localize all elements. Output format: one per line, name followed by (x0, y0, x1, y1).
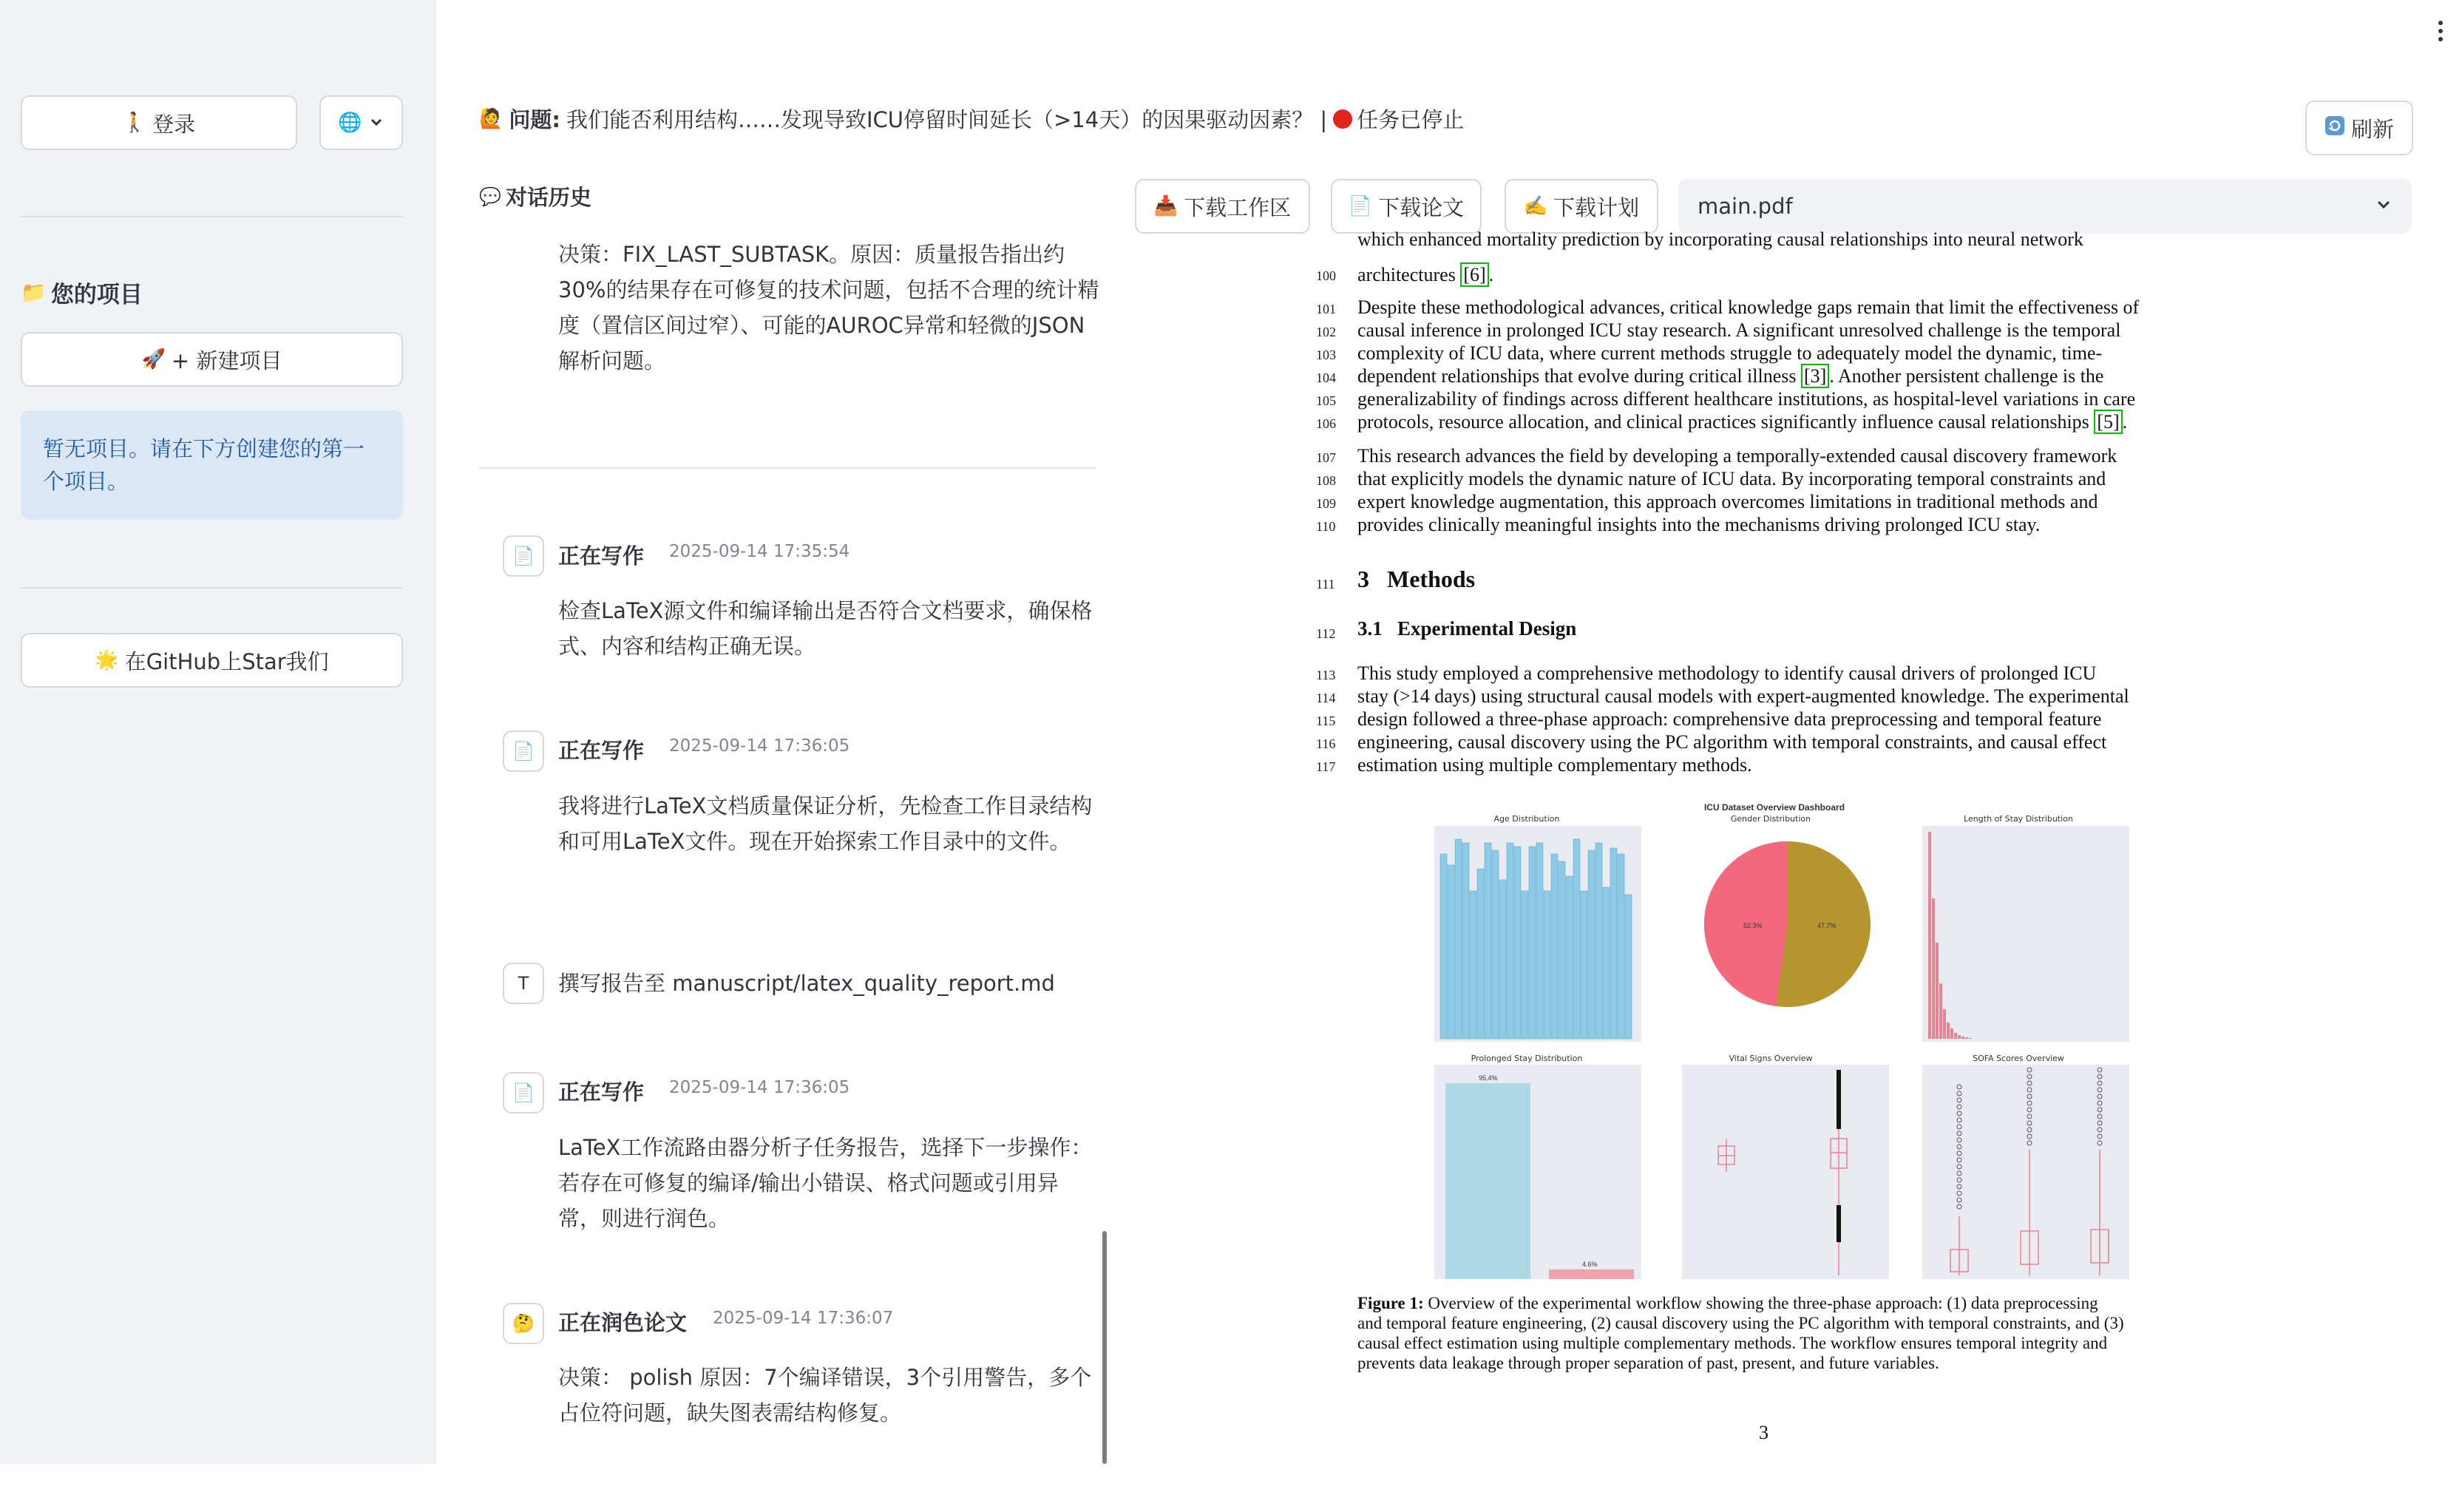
chat-history-title: 对话历史 (505, 185, 591, 210)
pdf-line: This research advances the field by developing a temporally-extended causal discovery framework (1357, 445, 2117, 467)
document-icon: 📄 (503, 535, 544, 577)
pie-label: 47.7% (1817, 922, 1837, 929)
folder-icon: 📁 (21, 280, 47, 305)
chevron-down-icon (368, 110, 384, 135)
message-body: 检查LaTeX源文件和编译输出是否符合文档要求，确保格式、内容和结构正确无误。 (558, 598, 1093, 659)
pdf-text: protocols, resource allocation, and clinical practices significantly influence causal relationships (1357, 411, 2089, 433)
caption-text: Overview of the experimental workflow showing the three-phase approach: (1) data preprocessing (1428, 1294, 2098, 1312)
age-bar (1485, 843, 1491, 1039)
age-bar (1625, 895, 1632, 1039)
age-bar (1492, 850, 1499, 1039)
chevron-down-icon (2375, 196, 2393, 217)
refresh-label: 刷新 (2350, 116, 2394, 142)
login-button[interactable] (21, 95, 297, 150)
los-bar (1939, 983, 1942, 1039)
figure-caption-line: causal effect estimation using multiple complementary methods. The workflow ensures temporal integrity and (1357, 1334, 2108, 1352)
pdf-viewer[interactable]: which enhanced mortality prediction by incorporating causal relationships into neural network 100 architectures [6] . 101 Despite these methodological advances, critical knowledge gaps remain that limit the effectiveness of 102 causal inference in prolonged ICU stay research. A significant unresolved challenge is the temporal 103 complexity of ICU data, where current methods struggle to adequately model the dynamic, time- 104 dependent relationships that evolve during critical illness [3] . Another persistent challenge is the 105 generalizability of findings across different healthcare institutions, as hospital-level variations in care 106 protocols, resource allocation, and clinical practices significantly influence causal relationships [5] . 107 This research advances the field by developing a temporally-extended causal discovery framework 108 that explicitly models the dynamic nature of ICU data. By incorporating temporal constraints and 109 expert knowledge augmentation, this approach overcomes limitations in traditional methods and 110 provides clinically meaningful insights into the mechanisms driving prolonged ICU stay. 111 3 Methods 112 3.1 Experimental Design 113 This study employed a comprehensive methodology to identify causal drivers of prolonged ICU 114 stay (>14 days) using structural causal models with expert-augmented knowledge. The experimental 115 design followed a three-phase approach: comprehensive data preprocessing and temporal feature 116 engineering, causal discovery using the PC algorithm with temporal constraints, and causal effect 117 estimation using multiple complementary methods. ICU Dataset Overview Dashboard Age Distribution Gender Distribution Length of Stay Distribution Prolonged Stay Distribution Vital Signs Overview SOFA Scores Overview 52.3% 47.7% 95.4% 4.6% Figure 1: Overview of the experimental workflow showing the three-phase approach: (1) data preprocessing and temporal feature engineering, (2) causal discovery using the PC algorithm with temporal constraints, and (3) causal effect estimation using multiple complementary methods. The workflow ensures temporal integrity and prevents data leakage through proper separation of past, present, and future variables. 3 (1309, 240, 2196, 1464)
pdf-line: Despite these methodological advances, critical knowledge gaps remain that limit the effectiveness of (1357, 296, 2140, 318)
message-body: 决策： polish 原因：7个编译错误，3个引用警告，多个占位符问题，缺失图表需结构修复。 (558, 1365, 1092, 1425)
more-menu-icon[interactable] (2438, 21, 2443, 45)
age-bar (1514, 847, 1521, 1039)
los-bar (1965, 1037, 1968, 1039)
document-icon: 📄 (503, 1072, 544, 1113)
los-bar (1950, 1028, 1953, 1039)
download-plan-label: 下载计划 (1553, 194, 1640, 220)
age-bar (1573, 839, 1580, 1039)
chat-history-heading (479, 181, 591, 211)
message-timestamp: 2025-09-14 17:35:54 (669, 542, 850, 561)
age-bar (1455, 839, 1462, 1039)
los-bar (1969, 1038, 1972, 1039)
dashboard-figure (1405, 802, 2144, 1512)
sidebar-divider (21, 587, 403, 589)
pdf-line-number: 111 (1316, 577, 1335, 591)
download-workspace-label: 下载工作区 (1184, 194, 1292, 220)
page-number: 3 (1759, 1422, 1768, 1443)
github-star-button[interactable] (21, 633, 403, 688)
los-bar (1943, 1009, 1946, 1039)
age-bar (1551, 854, 1558, 1039)
question-text: 我们能否利用结构……发现导致ICU停留时间延长（>14天）的因果驱动因素？ | (566, 107, 1328, 132)
age-bar (1448, 865, 1454, 1039)
raised-hand-icon: 🙋 (479, 107, 503, 130)
section-title: Methods (1387, 566, 1476, 592)
pdf-line-number: 112 (1316, 626, 1336, 641)
pdf-line (1357, 365, 2103, 387)
bar-prolonged-stay (1549, 1269, 1634, 1279)
file-select[interactable] (1678, 179, 2412, 234)
figure-caption-line: prevents data leakage through proper separation of past, present, and future variables. (1357, 1354, 1939, 1372)
age-bar (1588, 850, 1595, 1039)
bar-label: 4.6% (1582, 1261, 1598, 1268)
panel-title: Prolonged Stay Distribution (1471, 1054, 1583, 1063)
los-bar (1961, 1037, 1964, 1039)
message-author: 正在写作 (558, 738, 645, 763)
section-number: 3 (1357, 566, 1369, 592)
tool-avatar: T (503, 963, 544, 1004)
message-body: LaTeX工作流路由器分析子任务报告，选择下一步操作：若存在可修复的编译/输出小错误、格式问题或引用异常，则进行润色。 (558, 1135, 1093, 1231)
outlier-cluster (1837, 1205, 1841, 1242)
age-bar (1499, 880, 1506, 1039)
age-bar (1440, 854, 1447, 1039)
login-label: 登录 (152, 111, 196, 137)
stop-status-icon (1333, 109, 1352, 129)
age-bar (1477, 869, 1484, 1039)
age-bar (1618, 854, 1624, 1039)
question-prefix: 问题: (509, 107, 560, 132)
citation-link[interactable]: [5] (2094, 410, 2122, 434)
age-bar (1462, 843, 1469, 1039)
panel-title: Vital Signs Overview (1729, 1054, 1813, 1063)
figure-caption-line: and temporal feature engineering, (2) causal discovery using the PC algorithm with temporal constraints, and (3) (1357, 1314, 2124, 1332)
message-timestamp: 2025-09-14 17:36:05 (669, 1078, 850, 1097)
pdf-text: architectures (1357, 264, 1456, 285)
figure-caption-line (1357, 1294, 2098, 1313)
pdf-line: stay (>14 days) using structural causal models with expert-augmented knowledge. The experimental (1357, 685, 2129, 707)
chat-scrollbar[interactable] (1102, 1231, 1107, 1464)
panel-bg (1922, 826, 2129, 1042)
age-bar (1544, 891, 1550, 1039)
age-bar (1595, 843, 1602, 1039)
pdf-line: that explicitly models the dynamic nature of ICU data. By incorporating temporal constraints and (1357, 468, 2106, 489)
panel-title: Length of Stay Distribution (1964, 814, 2073, 824)
citation-link[interactable]: [6] (1460, 262, 1488, 287)
new-project-label: + 新建项目 (171, 348, 282, 373)
pdf-line: This study employed a comprehensive methodology to identify causal drivers of prolonged ICU (1357, 662, 2097, 684)
new-project-button[interactable] (21, 332, 403, 387)
pdf-text: dependent relationships that evolve during critical illness (1357, 365, 1797, 387)
los-bar (1958, 1035, 1961, 1039)
pdf-line: provides clinically meaningful insights into the mechanisms driving prolonged ICU stay. (1357, 514, 2041, 535)
file-select-value: main.pdf (1698, 194, 1793, 219)
los-bar (1947, 1023, 1950, 1039)
panel-title: SOFA Scores Overview (1973, 1054, 2064, 1063)
panel-bg (1922, 1065, 2129, 1279)
bar-normal-stay (1445, 1083, 1530, 1279)
panel-title: Gender Distribution (1730, 814, 1811, 824)
person-walking-icon: 🚶 (122, 112, 147, 134)
projects-heading (21, 276, 143, 309)
download-workspace-button[interactable] (1135, 179, 1310, 234)
age-bar (1603, 887, 1610, 1039)
outlier-cluster (1837, 1070, 1841, 1129)
pdf-line: complexity of ICU data, where current methods struggle to adequately model the dynamic, time- (1357, 342, 2103, 364)
globe-icon: 🌐 (338, 112, 362, 134)
pdf-line: which enhanced mortality prediction by incorporating causal relationships into neural network (1357, 228, 2083, 250)
los-bar (1936, 943, 1939, 1039)
age-bar (1559, 861, 1565, 1039)
citation-link[interactable]: [3] (1801, 364, 1829, 388)
subsection-number: 3.1 (1357, 617, 1383, 640)
projects-title: 您的项目 (50, 282, 143, 308)
panel-title: Age Distribution (1493, 814, 1560, 824)
speech-bubble-icon: 💬 (479, 186, 501, 207)
chat-divider (479, 467, 1096, 469)
star-icon: 🌟 (95, 649, 119, 671)
pdf-line: estimation using multiple complementary methods. (1357, 754, 1752, 776)
tool-message-body: 撰写报告至 manuscript/latex_quality_report.md (558, 971, 1055, 996)
pdf-text: . Another persistent challenge is the (1829, 365, 2104, 387)
message-author: 正在写作 (558, 1079, 645, 1105)
pdf-line: protocols, resource allocation, and clinical practices significantly influence causal relationships [5] . (1357, 411, 2128, 433)
los-bar (1928, 832, 1931, 1039)
task-status-text: 任务已停止 (1357, 107, 1465, 132)
pdf-line: architectures [6] . (1357, 264, 1494, 285)
message-author: 正在写作 (558, 543, 645, 569)
download-paper-label: 下载论文 (1378, 194, 1465, 220)
refresh-icon (2324, 115, 2345, 141)
writing-hand-icon: ✍️ (1523, 195, 1548, 217)
message-timestamp: 2025-09-14 17:36:05 (669, 736, 850, 756)
age-bar (1522, 891, 1528, 1039)
pdf-line: generalizability of findings across different healthcare institutions, as hospital-level variations in care (1357, 388, 2136, 410)
download-plan-button[interactable] (1505, 179, 1658, 234)
los-bar (1932, 898, 1935, 1039)
section-heading (1357, 566, 1475, 593)
age-bar (1566, 876, 1573, 1039)
message-author: 正在润色论文 (558, 1310, 688, 1335)
download-paper-button[interactable] (1331, 179, 1482, 234)
message-body: 我将进行LaTeX文档质量保证分析，先检查工作目录结构和可用LaTeX文件。现在开始探索工作目录中的文件。 (558, 793, 1093, 854)
age-bar (1507, 843, 1513, 1039)
message-timestamp: 2025-09-14 17:36:07 (713, 1309, 894, 1328)
refresh-button[interactable] (2305, 101, 2413, 155)
age-bar (1610, 848, 1617, 1039)
subsection-title: Experimental Design (1397, 617, 1577, 640)
dashboard-svg (1405, 802, 2144, 1512)
pdf-line: design followed a three-phase approach: comprehensive data preprocessing and temporal feature (1357, 708, 2102, 730)
pie-label: 52.3% (1743, 922, 1763, 929)
age-bar (1470, 891, 1476, 1039)
sidebar-divider (21, 216, 403, 217)
los-bar (1954, 1033, 1957, 1039)
question-header (479, 104, 1464, 134)
bar-label: 95.4% (1479, 1074, 1498, 1082)
age-bar (1529, 847, 1536, 1039)
rocket-icon: 🚀 (141, 348, 166, 370)
pdf-line: causal inference in prolonged ICU stay research. A significant unresolved challenge is the temporal (1357, 319, 2121, 341)
document-icon: 📄 (1348, 195, 1373, 217)
age-bar (1581, 891, 1587, 1039)
inbox-tray-icon: 📥 (1153, 195, 1179, 217)
panel-bg (1682, 1065, 1889, 1279)
caption-label: Figure 1: (1357, 1294, 1424, 1312)
language-select-button[interactable] (319, 95, 403, 150)
pdf-line: engineering, causal discovery using the PC algorithm with temporal constraints, and causal effect (1357, 731, 2107, 753)
pdf-line: expert knowledge augmentation, this approach overcomes limitations in traditional methods and (1357, 491, 2098, 512)
sidebar (0, 0, 436, 1464)
document-icon: 📄 (503, 730, 544, 772)
thinking-face-icon: 🤔 (503, 1303, 544, 1344)
subsection-heading (1357, 617, 1576, 640)
figure-title: ICU Dataset Overview Dashboard (1703, 802, 1845, 813)
chat-message-decision: 决策：FIX_LAST_SUBTASK。原因：质量报告指出约30%的结果存在可修复的技术问题，包括不合理的统计精度（置信区间过窄）、可能的AUROC异常和轻微的JSON解析问题。 (558, 242, 1099, 373)
empty-projects-message: 暂无项目。请在下方创建您的第一个项目。 (21, 410, 403, 520)
age-bar (1536, 843, 1543, 1039)
pdf-line-number: 100 (1316, 268, 1336, 283)
github-star-label: 在GitHub上Star我们 (124, 648, 329, 674)
